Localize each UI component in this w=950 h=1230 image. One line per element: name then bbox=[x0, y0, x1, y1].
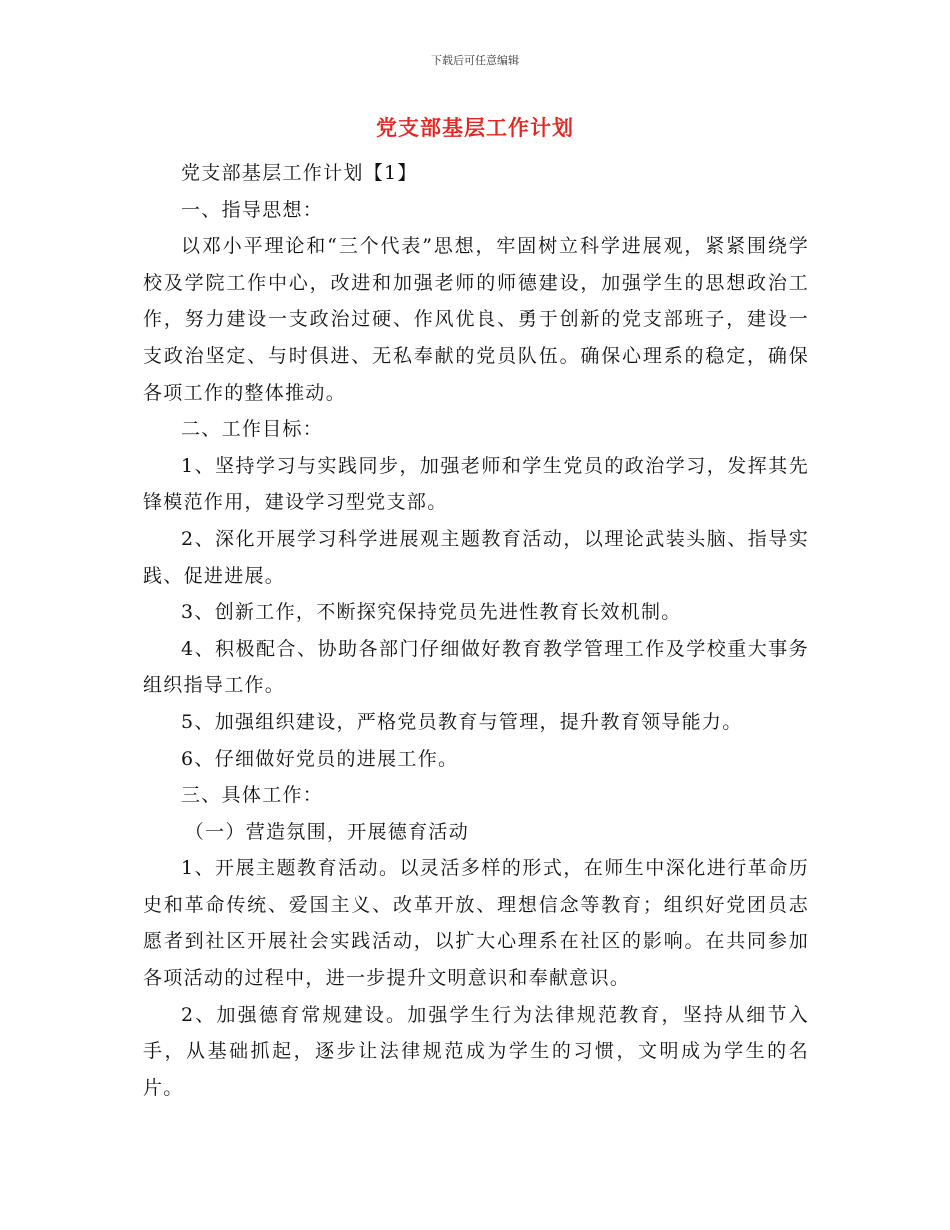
list-item-goal-3: 3、创新工作，不断探究保持党员先进性教育长效机制。 bbox=[181, 601, 682, 624]
list-item-goal-1: 1、坚持学习与实践同步，加强老师和学生党员的政治学习，发挥其先锋模范作用，建设学习型党支部。 bbox=[143, 454, 809, 514]
document-body bbox=[143, 155, 809, 1106]
list-item-work-1: 1、开展主题教育活动。以灵活多样的形式，在师生中深化进行革命历史和革命传统、爱国主义、改革开放、理想信念等教育；组织好党团员志愿者到社区开展社会实践活动，以扩大心理系在社区的影响。在共同参加各项活动的过程中，进一步提升文明意识和奉献意识。 bbox=[143, 857, 809, 990]
section-heading-plan: 党支部基层工作计划【1】 bbox=[181, 162, 418, 184]
list-item-goal-2: 2、深化开展学习科学进展观主题教育活动，以理论武装头脑、指导实践、促进进展。 bbox=[143, 527, 809, 587]
section-heading-specific-work: 三、具体工作： bbox=[181, 784, 324, 807]
list-item-goal-6: 6、仔细做好党员的进展工作。 bbox=[181, 747, 459, 770]
document-title: 党支部基层工作计划 bbox=[376, 115, 574, 140]
header-note: 下载后可任意编辑 bbox=[431, 54, 519, 67]
paragraph-guiding-thought: 以邓小平理论和“三个代表”思想，牢固树立科学进展观，紧紧围绕学校及学院工作中心，改进和加强老师的师德建设，加强学生的思想政治工作，努力建设一支政治过硬、作风优良、勇于创新的党支部班子，建设一支政治坚定、与时俱进、无私奉献的党员队伍。确保心理系的稳定，确保各项工作的整体推动。 bbox=[143, 235, 809, 404]
list-item-work-2: 2、加强德育常规建设。加强学生行为法律规范教育，坚持从细节入手，从基础抓起，逐步让法律规范成为学生的习惯，文明成为学生的名片。 bbox=[143, 1003, 809, 1099]
list-item-goal-5: 5、加强组织建设，严格党员教育与管理，提升教育领导能力。 bbox=[181, 710, 743, 733]
section-heading-guiding-thought: 一、指导思想： bbox=[181, 198, 324, 221]
subsection-heading-atmosphere: （一）营造氛围，开展德育活动 bbox=[184, 820, 469, 843]
section-heading-work-goals: 二、工作目标： bbox=[181, 418, 324, 441]
list-item-goal-4: 4、积极配合、协助各部门仔细做好教育教学管理工作及学校重大事务组织指导工作。 bbox=[143, 637, 809, 697]
